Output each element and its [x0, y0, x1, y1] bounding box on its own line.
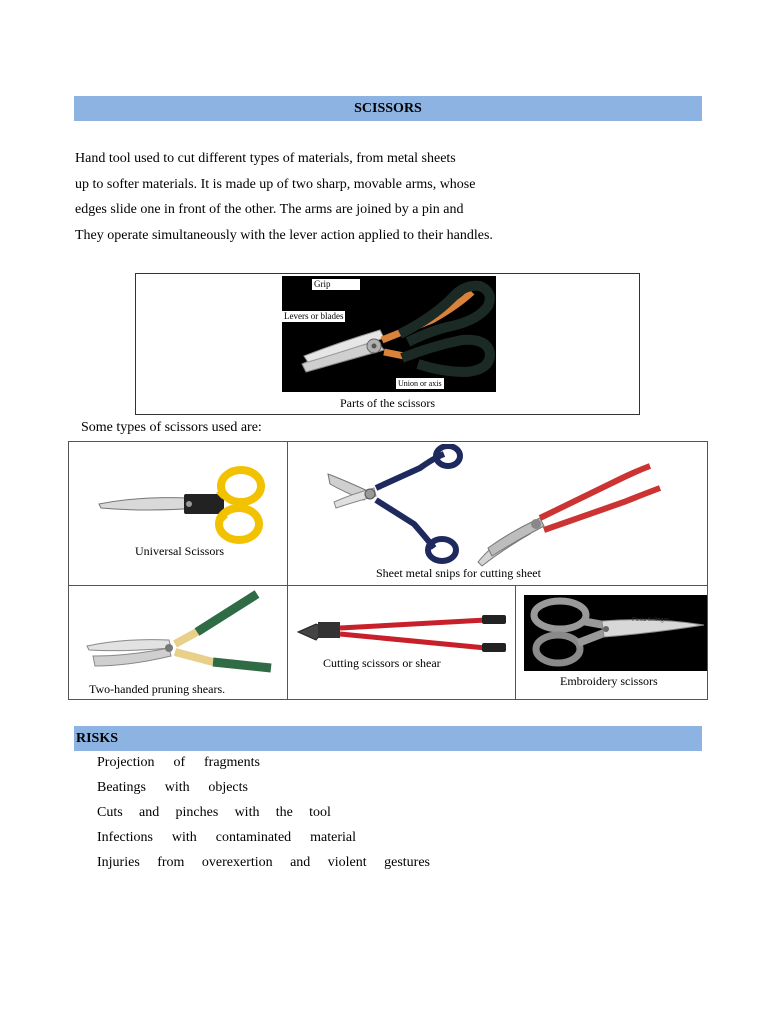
intro-line: up to softer materials. It is made up of two sharp, movable arms, whose [75, 176, 476, 192]
embroidery-photo [524, 595, 707, 671]
type-cell-embroidery [515, 585, 708, 700]
intro-line: They operate simultaneously with the lever action applied to their handles. [75, 227, 493, 243]
risk-word: fragments [204, 755, 260, 770]
type-cell-universal [68, 441, 288, 586]
parts-caption: Parts of the scissors [340, 396, 435, 410]
risk-word: gestures [384, 855, 430, 870]
risk-word: objects [208, 780, 248, 795]
risk-word: and [290, 855, 311, 870]
risk-item [97, 805, 331, 821]
embroidery-blade-text: Fiesta Solingen [632, 617, 670, 623]
risks-title: RISKS [76, 731, 119, 746]
type-cell-pruning [68, 585, 288, 700]
aviation-snips-icon [474, 462, 674, 572]
risk-item [97, 830, 356, 846]
type-caption: Universal Scissors [135, 544, 224, 558]
risk-word: material [310, 830, 356, 845]
risk-word: of [173, 755, 186, 770]
risks-band [74, 726, 702, 751]
risk-word: contaminated [215, 830, 292, 845]
types-intro: Some types of scissors used are: [81, 420, 262, 435]
embroidery-scissors-icon [524, 595, 707, 671]
tinsnips-illustration [282, 276, 496, 392]
risk-word: Injuries [97, 855, 140, 870]
risk-word: with [164, 780, 190, 795]
risk-word: with [234, 805, 260, 820]
tin-snips-icon [324, 444, 474, 568]
intro-line: Hand tool used to cut different types of materials, from metal sheets [75, 151, 456, 166]
title-band [74, 96, 702, 121]
page-title: SCISSORS [354, 101, 422, 116]
risk-word: and [138, 805, 160, 820]
type-caption: Embroidery scissors [560, 674, 658, 688]
type-caption: Sheet metal snips for cutting sheet [376, 566, 541, 580]
risk-word: violent [327, 855, 367, 870]
risk-item [97, 780, 248, 796]
type-cell-bolt-cutter [287, 585, 516, 700]
risk-item [97, 855, 430, 871]
pruning-shears-icon [83, 586, 273, 678]
universal-scissors-icon [89, 456, 289, 556]
risk-word: Infections [97, 830, 153, 845]
grip-label: Grip [312, 279, 360, 290]
type-caption: Two-handed pruning shears. [89, 682, 226, 696]
type-cell-sheet-metal [287, 441, 708, 586]
risk-item [97, 755, 260, 771]
type-caption: Cutting scissors or shear [323, 656, 441, 670]
risk-word: from [157, 855, 185, 870]
risk-word: pinches [175, 805, 219, 820]
intro-line: edges slide one in front of the other. The arms are joined by a pin and [75, 202, 464, 217]
risk-word: with [171, 830, 197, 845]
risk-word: Cuts [97, 805, 123, 820]
union-label: Union or axis [398, 379, 442, 388]
risk-word: tool [309, 805, 331, 820]
levers-label: Levers or blades [284, 311, 344, 321]
risk-word: the [275, 805, 293, 820]
risk-word: overexertion [201, 855, 273, 870]
parts-figure [135, 273, 640, 415]
risk-word: Projection [97, 755, 155, 770]
risk-word: Beatings [97, 780, 146, 795]
intro-paragraph [75, 146, 695, 248]
parts-photo [282, 276, 496, 392]
